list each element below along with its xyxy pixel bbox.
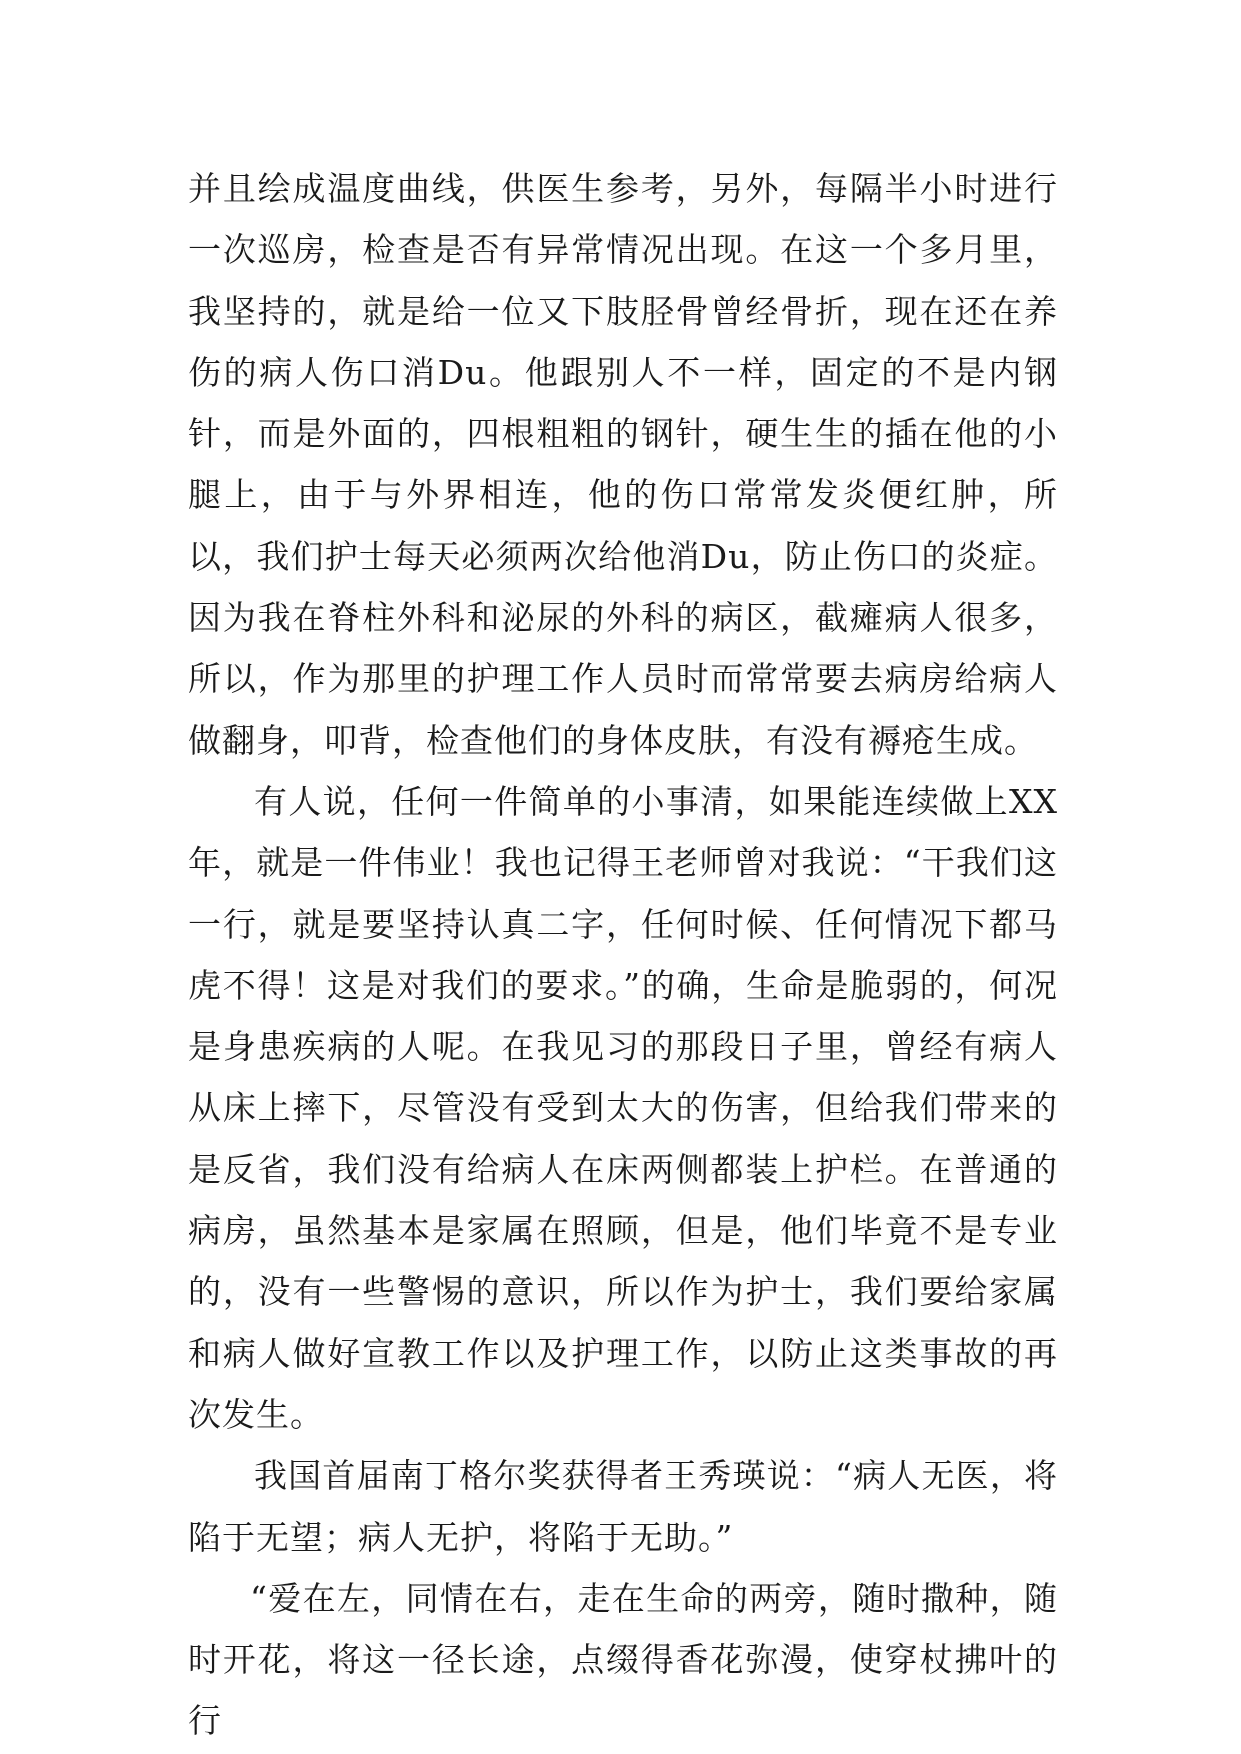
paragraph-2: 有人说，任何一件简单的小事清，如果能连续做上XX年，就是一件伟业！我也记得王老师曾对我说：“干我们这一行，就是要坚持认真二字，任何时候、任何情况下都马虎不得！这是对我们的要求。”的确，生命是脆弱的，何况是身患疾病的人呢。在我见习的那段日子里，曾经有病人从床上摔下，尽管没有受到太大的伤害，但给我们带来的是反省，我们没有给病人在床两侧都装上护栏。在普通的病房，虽然基本是家属在照顾，但是，他们毕竟不是专业的，没有一些警惕的意识，所以作为护士，我们要给家属和病人做好宣教工作以及护理工作，以防止这类事故的再次发生。 <box>188 781 1058 1434</box>
paragraph-4: “爱在左，同情在右，走在生命的两旁，随时撒种，随时开花，将这一径长途，点缀得香花弥漫，使穿杖拂叶的行 <box>188 1578 1058 1741</box>
paragraph-1: 并且绘成温度曲线，供医生参考，另外，每隔半小时进行一次巡房，检查是否有异常情况出现。在这一个多月里，我坚持的，就是给一位又下肢胫骨曾经骨折，现在还在养伤的病人伤口消Du。他跟别人不一样，固定的不是内钢针，而是外面的，四根粗粗的钢针，硬生生的插在他的小腿上，由于与外界相连，他的伤口常常发炎便红肿，所以，我们护士每天必须两次给他消Du，防止伤口的炎症。因为我在脊柱外科和泌尿的外科的病区，截瘫病人很多，所以，作为那里的护理工作人员时而常常要去病房给病人做翻身，叩背，检查他们的身体皮肤，有没有褥疮生成。 <box>188 169 1058 760</box>
paragraph-3: 我国首届南丁格尔奖获得者王秀瑛说：“病人无医，将陷于无望；病人无护，将陷于无助。” <box>188 1456 1058 1557</box>
document-body <box>188 158 1058 1752</box>
